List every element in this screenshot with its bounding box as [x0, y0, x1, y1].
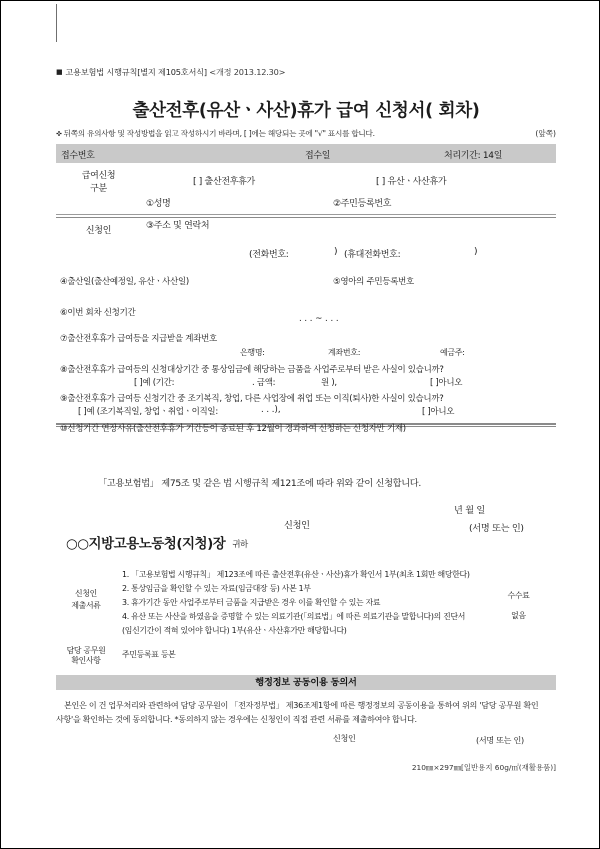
applicant-name-field[interactable]: ①성명: [146, 199, 171, 209]
notice-row: [56, 128, 556, 140]
bullet-square-icon: ■: [56, 68, 63, 76]
statement-date-line[interactable]: 년 월 일: [454, 505, 485, 516]
receipt-divider-1: [56, 4, 57, 23]
fee-label: 수수료: [507, 591, 530, 600]
fee-value: 없음: [511, 611, 526, 620]
document-item-4: 4. 유산 또는 사산을 하였음을 증명할 수 있는 의료기관(「의료법」에 따른 의료기관을 말합니다)의 진단서: [122, 612, 466, 621]
rule-receipt-bottom: [56, 3, 556, 5]
official-check-label-2: 확인사항: [71, 656, 101, 665]
page-title: 출산전후(유산ㆍ사산)휴가 급여 신청서( 회차): [132, 101, 480, 121]
document-item-1: 1. 「고용보험법 시행규칙」 제123조에 따른 출산전후(유산ㆍ사산)휴가 확인서 1부(최초 1회만 해당한다): [122, 570, 470, 579]
office-suffix: 귀하: [232, 540, 248, 550]
applicant-mobile-close: ): [474, 247, 478, 257]
official-check-value: 주민등록표 등본: [122, 650, 176, 659]
office-recipient-line: [66, 532, 248, 552]
asterisk-icon: ✜: [56, 130, 62, 138]
field-6-label: ⑥이번 회차 신청기간: [60, 308, 136, 318]
consent-signature-note[interactable]: (서명 또는 인): [476, 735, 524, 745]
receipt-date-label: 접수일: [305, 151, 331, 161]
applicant-label: 신청인: [85, 226, 112, 236]
applicant-rrn-field[interactable]: ②주민등록번호: [333, 199, 392, 209]
consent-banner: 행정정보 공동이용 동의서: [56, 675, 556, 690]
applicant-address-field[interactable]: ③주소 및 연락처: [146, 221, 210, 231]
office-name: ○○지방고용노동청(지청)장: [66, 536, 226, 552]
field-8-question: ⑧출산전후휴가 급여등의 신청대상기간 중 통상임금에 해당하는 금품을 사업주로부터 받은 사실이 있습니까?: [60, 365, 444, 375]
receipt-divider-2: [56, 23, 57, 42]
benefit-type-option-miscarriage[interactable]: [ ] 유산ㆍ사산휴가: [376, 177, 447, 187]
field-6-period-value[interactable]: . . . ~ . . .: [299, 314, 339, 324]
rule-documents-top: [56, 217, 556, 218]
field-8-yes-option[interactable]: [ ]예 (기간:: [134, 378, 175, 388]
notice-text: [56, 128, 375, 139]
statement-text: 「고용보험법」 제75조 및 같은 법 시행규칙 제121조에 따라 위와 같이 신청합니다.: [98, 478, 422, 489]
field-9-yes-option[interactable]: [ ]예 (조기복직일, 창업ㆍ취업ㆍ이직일:: [78, 407, 218, 417]
statement-signature-note[interactable]: (서명 또는 인): [469, 523, 524, 534]
benefit-type-label-1: 급여신청: [81, 171, 116, 181]
field-9-no-option[interactable]: [ ]아니오: [422, 407, 455, 417]
benefit-type-option-maternity[interactable]: [ ] 출산전후휴가: [193, 177, 255, 187]
field-10-label[interactable]: ⑩신청기간 연장사유(출산전후휴가 기간등이 종료된 후 12월이 경과하여 신청하는 신청자만 기재): [60, 424, 406, 434]
document-item-3: 3. 휴가기간 동안 사업주로부터 금품을 지급받은 경우 이를 확인할 수 있는 자료: [122, 598, 381, 607]
applicant-phone-close: ): [334, 247, 338, 257]
revision-text: <개정 2013.12.30>: [209, 67, 286, 77]
applicant-mobile-label[interactable]: (휴대전화번호:: [344, 250, 401, 260]
submit-documents-label-1: 신청인: [75, 589, 97, 598]
consent-applicant-label: 신청인: [333, 733, 356, 743]
applicant-phone-label[interactable]: (전화번호:: [249, 250, 289, 260]
field-7-holder-label[interactable]: 예금주:: [440, 348, 465, 357]
field-7-account-label[interactable]: 계좌번호:: [328, 348, 361, 357]
documents-fee-divider: [56, 320, 57, 422]
receipt-number-label: 접수번호: [61, 151, 95, 161]
consent-line-2: 사항'을 확인하는 것에 동의합니다. *동의하지 않는 경우에는 신청인이 직접 관련 서류를 제출하여야 합니다.: [56, 714, 417, 724]
notice-body: 뒤쪽의 유의사항 및 작성방법을 읽고 작성하시기 바라며, [ ]에는 해당되는 곳에 "√" 표시를 합니다.: [63, 129, 375, 138]
document-item-4-cont: (임신기간이 적혀 있어야 합니다) 1부(유산ㆍ사산휴가만 해당합니다): [122, 626, 347, 635]
legal-reference-line: [56, 67, 285, 78]
processing-period-label: 처리기간: 14일: [444, 151, 503, 161]
consent-line-1: 본인은 이 건 업무처리와 관련하여 담당 공무원이 「전자정부법」 제36조제1항에 따른 행정정보의 공동이용을 통하여 위의 '담당 공무원 확인: [64, 700, 539, 710]
field-5-label[interactable]: ⑤영아의 주민등록번호: [333, 277, 414, 287]
official-check-label-1: 담당 공무원: [66, 646, 106, 655]
form-inner: [56, 1, 556, 849]
benefit-type-label-2: 구분: [90, 184, 107, 194]
field-8-no-option[interactable]: [ ]아니오: [430, 378, 463, 388]
field-9-question: ⑨출산전후휴가 급여등 신청기간 중 조기복직, 창업, 다른 사업장에 취업 또는 이직(퇴사)한 사실이 있습니까?: [60, 394, 444, 404]
rule-benefit-bottom: [56, 42, 556, 43]
field-7-bank-label[interactable]: 은행명:: [240, 348, 265, 357]
field-8-won-label: 원 ),: [321, 378, 337, 388]
field-4-label[interactable]: ④출산일(출산예정일, 유산ㆍ사산일): [60, 277, 189, 287]
statement-applicant-label: 신청인: [284, 520, 310, 531]
submit-documents-label-2: 제출서류: [71, 601, 101, 610]
field-9-date-dots[interactable]: . . .),: [261, 405, 281, 415]
field-8-amount-label[interactable]: . 금액:: [252, 378, 276, 388]
document-item-2: 2. 통상임금을 확인할 수 있는 자료(임금대장 등) 사본 1부: [122, 584, 311, 593]
paper-specification-note: 210㎜×297㎜[일반용지 60g/㎡(재활용품)]: [411, 763, 556, 772]
page-side-mark: (앞쪽): [535, 129, 556, 138]
field-7-label: ⑦출산전후휴가 급여등을 지급받을 계좌번호: [60, 334, 217, 344]
legal-reference-text: 고용보험법 시행규칙[별지 제105호서식]: [65, 67, 207, 77]
